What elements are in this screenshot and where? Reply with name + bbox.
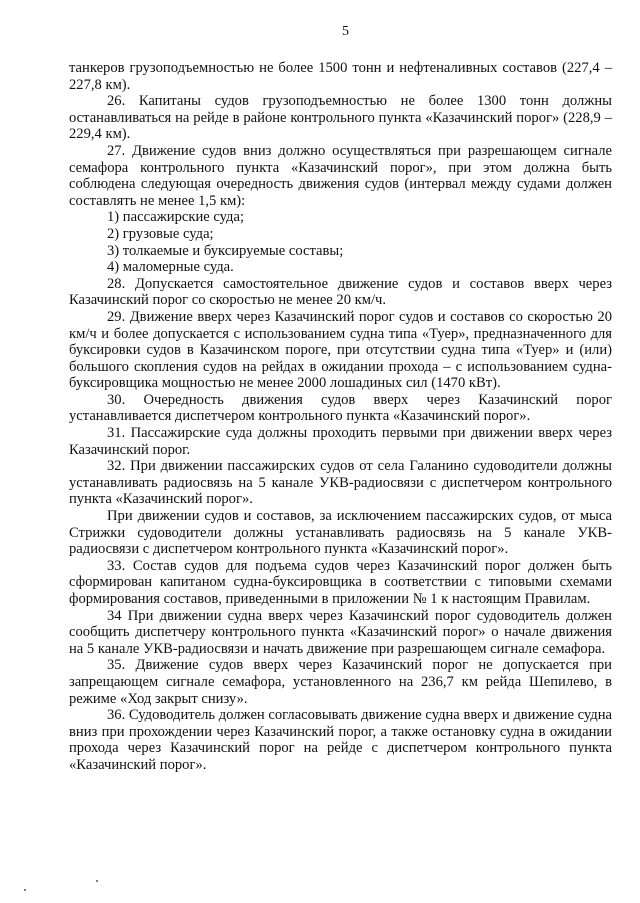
- document-body: [69, 60, 612, 774]
- paragraph: 33. Состав судов для подъема судов через Казачинский порог должен быть сформирован капитаном судна-буксировщика в соответствии с типовыми схемами формирования составов, приведенными в приложении № 1 к настоящим Правилам.: [69, 557, 612, 607]
- paragraph: танкеров грузоподъемностью не более 1500 тонн и нефтеналивных составов (227,4 – 227,8 км).: [69, 60, 612, 93]
- paragraph: При движении судов и составов, за исключением пассажирских судов, от мыса Стрижки судоводители должны устанавливать радиосвязь на 5 канале УКВ-радиосвязи с диспетчером контрольного пункта «Казачинский порог».: [69, 508, 612, 558]
- paragraph: 28. Допускается самостоятельное движение судов и составов вверх через Казачинский порог со скоростью не менее 20 км/ч.: [69, 275, 612, 309]
- scan-speck: [96, 880, 98, 882]
- paragraph: 34 При движении судна вверх через Казачинский порог судоводитель должен сообщить диспетчеру контрольного пункта «Казачинский порог» о начале движения на 5 канале УКВ-радиосвязи и начать движение при разрешающем сигнале семафора.: [69, 607, 612, 657]
- paragraph: 30. Очередность движения судов вверх через Казачинский порог устанавливается диспетчером контрольного пункта «Казачинский порог».: [69, 391, 612, 425]
- paragraph: 32. При движении пассажирских судов от села Галанино судоводители должны устанавливать радиосвязь на 5 канале УКВ-радиосвязи с диспетчером контрольного пункта «Казачинский порог».: [69, 458, 612, 508]
- paragraph: 27. Движение судов вниз должно осуществляться при разрешающем сигнале семафора контрольного пункта «Казачинский порог», при этом должна быть соблюдена следующая очередность движения судов (интервал между судами должен составлять не менее 1,5 км):: [69, 142, 612, 209]
- list-item: 2) грузовые суда;: [107, 225, 214, 242]
- list-item: 3) толкаемые и буксируемые составы;: [107, 242, 344, 259]
- paragraph: 26. Капитаны судов грузоподъемностью не более 1300 тонн должны останавливаться на рейде в районе контрольного пункта «Казачинский порог» (228,9 – 229,4 км).: [69, 93, 612, 143]
- list-item: 4) маломерные суда.: [107, 259, 234, 276]
- list-item: 1) пассажирские суда;: [107, 209, 245, 226]
- page-number: 5: [342, 24, 349, 39]
- paragraph: 29. Движение вверх через Казачинский порог судов и составов со скоростью 20 км/ч и более допускается с использованием судна типа «Туер», предназначенного для буксировки судов в Казачинском пороге, при отсутствии судна типа «Туер» и (или) большого скопления судов на рейдах в ожидании прохода – с использованием судна-буксировщика мощностью не менее 2000 лошадиных сил (1470 кВт).: [69, 308, 612, 392]
- paragraph: 36. Судоводитель должен согласовывать движение судна вверх и движение судна вниз при прохождении через Казачинский порог, а также остановку судна в ожидании прохода через Казачинский порог на рейде с диспетчером контрольного пункта «Казачинский порог».: [69, 707, 612, 773]
- scan-speck: [24, 889, 26, 891]
- paragraph: 35. Движение судов вверх через Казачинский порог не допускается при запрещающем сигнале семафора, установленного на 236,7 км рейда Шепилево, в режиме «Ход закрыт снизу».: [69, 657, 612, 707]
- paragraph: 31. Пассажирские суда должны проходить первыми при движении вверх через Казачинский порог.: [69, 425, 612, 458]
